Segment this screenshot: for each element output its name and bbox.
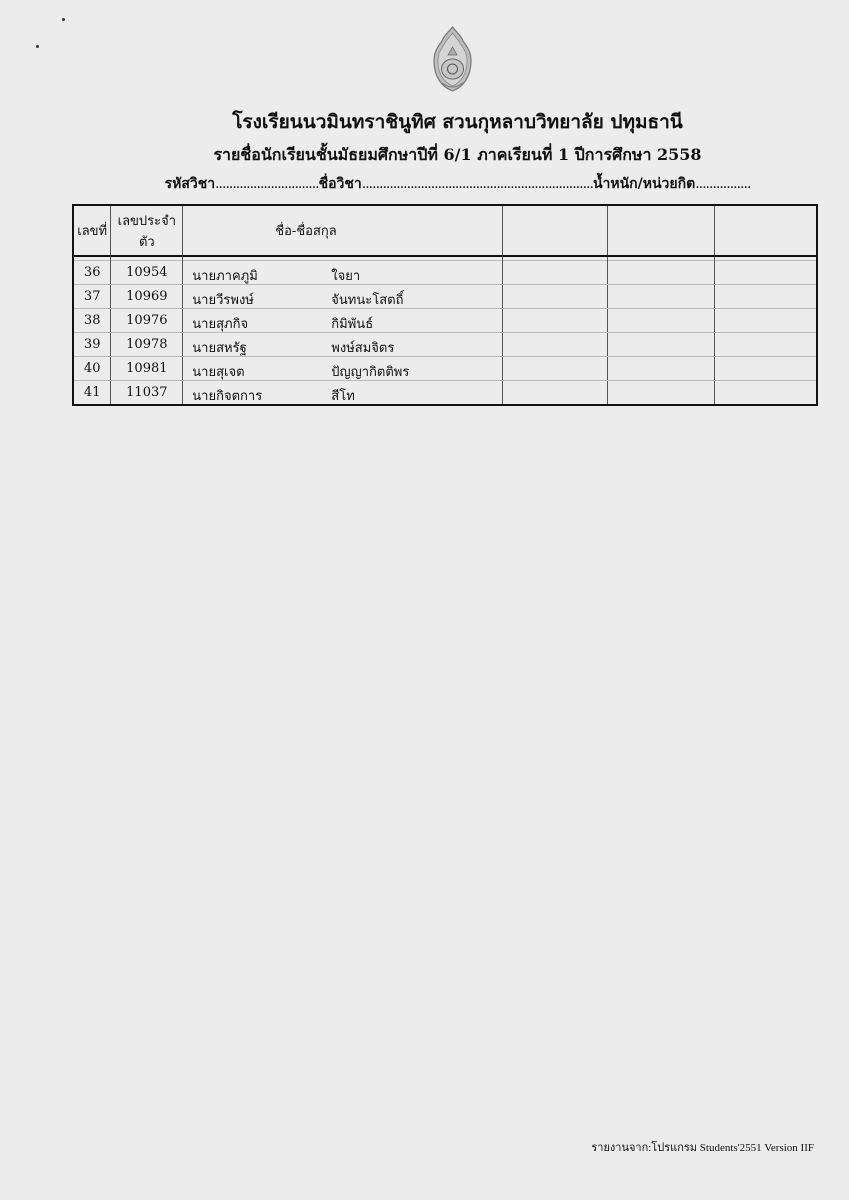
table-header-row: [73, 205, 817, 256]
student-last-name: ใจยา: [331, 269, 361, 284]
blank-cell: [502, 261, 608, 285]
student-last-name: กิมิพันธ์: [331, 317, 374, 332]
student-id: 10954: [111, 261, 183, 285]
student-last-name: ปัญญากิตติพร: [331, 365, 410, 380]
student-first-name: นายสุภกิจ: [192, 317, 249, 332]
student-roster-table: [72, 204, 818, 406]
student-last-name: พงษ์สมจิตร: [331, 341, 395, 356]
student-number: 38: [73, 309, 111, 333]
table-row: [73, 357, 817, 381]
blank-cell: [608, 381, 715, 406]
table-row: [73, 333, 817, 357]
student-name-cell: [183, 261, 502, 285]
student-name-cell: [183, 285, 502, 309]
student-name-cell: [183, 381, 502, 406]
student-number: 40: [73, 357, 111, 381]
student-id: 10976: [111, 309, 183, 333]
subject-code-blank: ..............................: [215, 176, 319, 192]
blank-cell: [715, 333, 817, 357]
column-header-blank-2: [608, 205, 715, 256]
school-name: โรงเรียนนวมินทราชินูทิศ สวนกุหลาบวิทยาลัย ปทุมธานี: [232, 111, 683, 133]
subject-fields: [0, 173, 849, 195]
student-name-cell: [183, 309, 502, 333]
student-id: 10969: [111, 285, 183, 309]
blank-cell: [608, 333, 715, 357]
blank-cell: [715, 357, 817, 381]
blank-cell: [608, 357, 715, 381]
student-first-name: นายกิจตการ: [192, 389, 263, 404]
table-row: [73, 261, 817, 285]
table-row: [73, 285, 817, 309]
student-number: 41: [73, 381, 111, 406]
table-row: [73, 381, 817, 406]
student-last-name: สีโท: [331, 389, 355, 404]
subject-name-blank: ...................................................................: [361, 176, 593, 192]
document-subtitle: รายชื่อนักเรียนชั้นมัธยมศึกษาปีที่ 6/1 ภาคเรียนที่ 1 ปีการศึกษา 2558: [213, 145, 702, 164]
school-emblem-icon: [430, 25, 475, 95]
blank-cell: [502, 381, 608, 406]
student-number: 37: [73, 285, 111, 309]
blank-cell: [502, 309, 608, 333]
student-name-cell: [183, 333, 502, 357]
student-id: 11037: [111, 381, 183, 406]
student-first-name: นายสุเจต: [192, 365, 245, 380]
column-header-full-name: ชื่อ-ชื่อสกุล: [183, 205, 502, 256]
blank-cell: [715, 309, 817, 333]
credit-label: น้ำหนัก/หน่วยกิต: [592, 176, 696, 192]
student-first-name: นายสหรัฐ: [192, 341, 247, 356]
student-name-cell: [183, 357, 502, 381]
student-id: 10978: [111, 333, 183, 357]
blank-cell: [715, 381, 817, 406]
scan-speck: [62, 18, 65, 21]
blank-cell: [608, 261, 715, 285]
table-row: [73, 309, 817, 333]
subject-name-label: ชื่อวิชา: [318, 176, 362, 192]
student-number: 39: [73, 333, 111, 357]
student-number: 36: [73, 261, 111, 285]
column-header-student-id: เลขประจำตัว: [111, 205, 183, 256]
student-last-name: จันทนะโสตถิ์: [331, 293, 404, 308]
blank-cell: [502, 333, 608, 357]
blank-cell: [502, 357, 608, 381]
column-header-blank-3: [715, 205, 817, 256]
credit-blank: ................: [695, 176, 751, 192]
student-first-name: นายวีรพงษ์: [192, 293, 254, 308]
column-header-blank-1: [502, 205, 608, 256]
column-header-number: เลขที่: [73, 205, 111, 256]
blank-cell: [502, 285, 608, 309]
report-footer: รายงานจาก:โปรแกรม Students'2551 Version IIF: [591, 1142, 814, 1154]
subject-code-label: รหัสวิชา: [164, 176, 216, 192]
blank-cell: [608, 309, 715, 333]
blank-cell: [715, 261, 817, 285]
blank-cell: [608, 285, 715, 309]
student-first-name: นายภาคภูมิ: [192, 269, 258, 284]
student-id: 10981: [111, 357, 183, 381]
blank-cell: [715, 285, 817, 309]
scan-speck: [36, 45, 39, 48]
